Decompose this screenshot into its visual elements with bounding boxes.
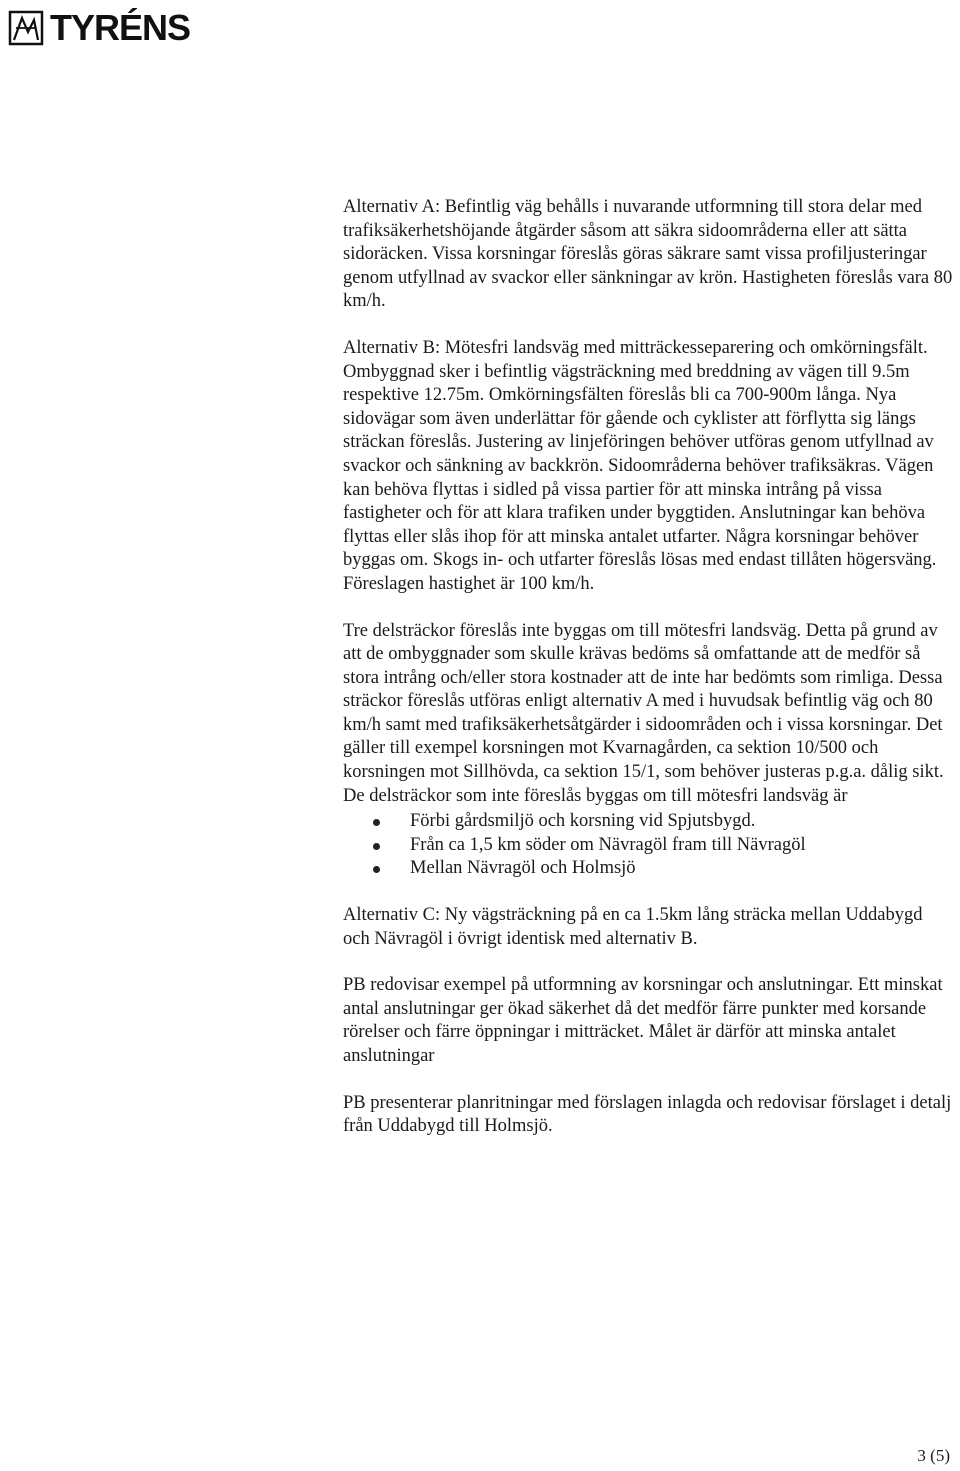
paragraph-pb-korsningar: PB redovisar exempel på utformning av korsningar och anslutningar. Ett minskat antal anslutningar ger ökad säkerhet då det medför färre punkter med korsande rörelser och färre öppningar i mitträcket. Målet är därför att minska antalet anslutningar [343,975,943,1066]
page-number: 3 (5) [917,1446,950,1465]
delstrackor-list [343,810,953,881]
list-item: Från ca 1,5 km söder om Nävragöl fram till Nävragöl [343,834,953,858]
tyrens-logo-icon [8,10,44,46]
list-item: Förbi gårdsmiljö och korsning vid Spjutsbygd. [343,810,953,834]
document-body [343,196,953,1162]
list-item: Mellan Nävragöl och Holmsjö [343,857,953,881]
company-logo [8,8,190,48]
paragraph-pb-planritningar: PB presenterar planritningar med förslagen inlagda och redovisar förslaget i detalj från Uddabygd till Holmsjö. [343,1092,952,1137]
paragraph-alternativ-a: Alternativ A: Befintlig väg behålls i nuvarande utformning till stora delar med trafiksäkerhetshöjande åtgärder såsom att säkra sidoområderna eller att sätta sidoräcken. Vissa korsningar föreslås göras säkrare samt vissa profiljusteringar genom utfyllnad av svackor eller sänkningar av krön. Hastigheten föreslås vara 80 km/h. [343,197,953,312]
paragraph-alternativ-c: Alternativ C: Ny vägsträckning på en ca 1.5km lång sträcka mellan Uddabygd och Nävragöl i övrigt identisk med alternativ B. [343,905,923,949]
bullet-icon [373,866,380,873]
paragraph-tre-delstrackor: Tre delsträckor föreslås inte byggas om till mötesfri landsväg. Detta på grund av att de ombyggnader som skulle krävas bedöms så omfattande att de medför så stora intrång och/eller stora kostnader att de inte har bedömts som rimliga. Dessa sträckor föreslås utföras enligt alternativ A med i huvudsak befintlig väg och 80 km/h samt med trafiksäkerhetsåtgärder i sidoområden och i vissa korsningar. Det gäller till exempel korsningen mot Kvarnagården, ca sektion 10/500 och korsningen mot Sillhövda, ca sektion 15/1, som behöver justeras p.g.a. dålig sikt. De delsträckor som inte föreslås byggas om till mötesfri landsväg är [343,620,944,806]
bullet-icon [373,819,380,826]
logo-text: TYRÉNS [50,7,191,48]
paragraph-alternativ-b: Alternativ B: Mötesfri landsväg med mitträckesseparering och omkörningsfält. Ombyggnad sker i befintlig vägsträckning med breddning av vägen till 9.5m respektive 12.75m. Omkörningsfälten föreslås bli ca 700-900m långa. Nya sidovägar som även underlättar för gående och cyklister att förflytta sig längs sträckan föreslås. Justering av linjeföringen behöver utföras genom utfyllnad av svackor och sänkning av backkrön. Sidoområderna behöver trafiksäkras. Vägen kan behöva flyttas i sidled på vissa partier för att minska intrång på vissa fastigheter och för att klara trafiken under byggtiden. Anslutningar kan behöva flyttas eller slås ihop för att minska antalet utfarter. Några korsningar behöver byggas om. Skogs in- och utfarter föreslås lösas med endast tillåten högersväng. Föreslagen hastighet är 100 km/h. [343,337,937,594]
bullet-icon [373,843,380,850]
